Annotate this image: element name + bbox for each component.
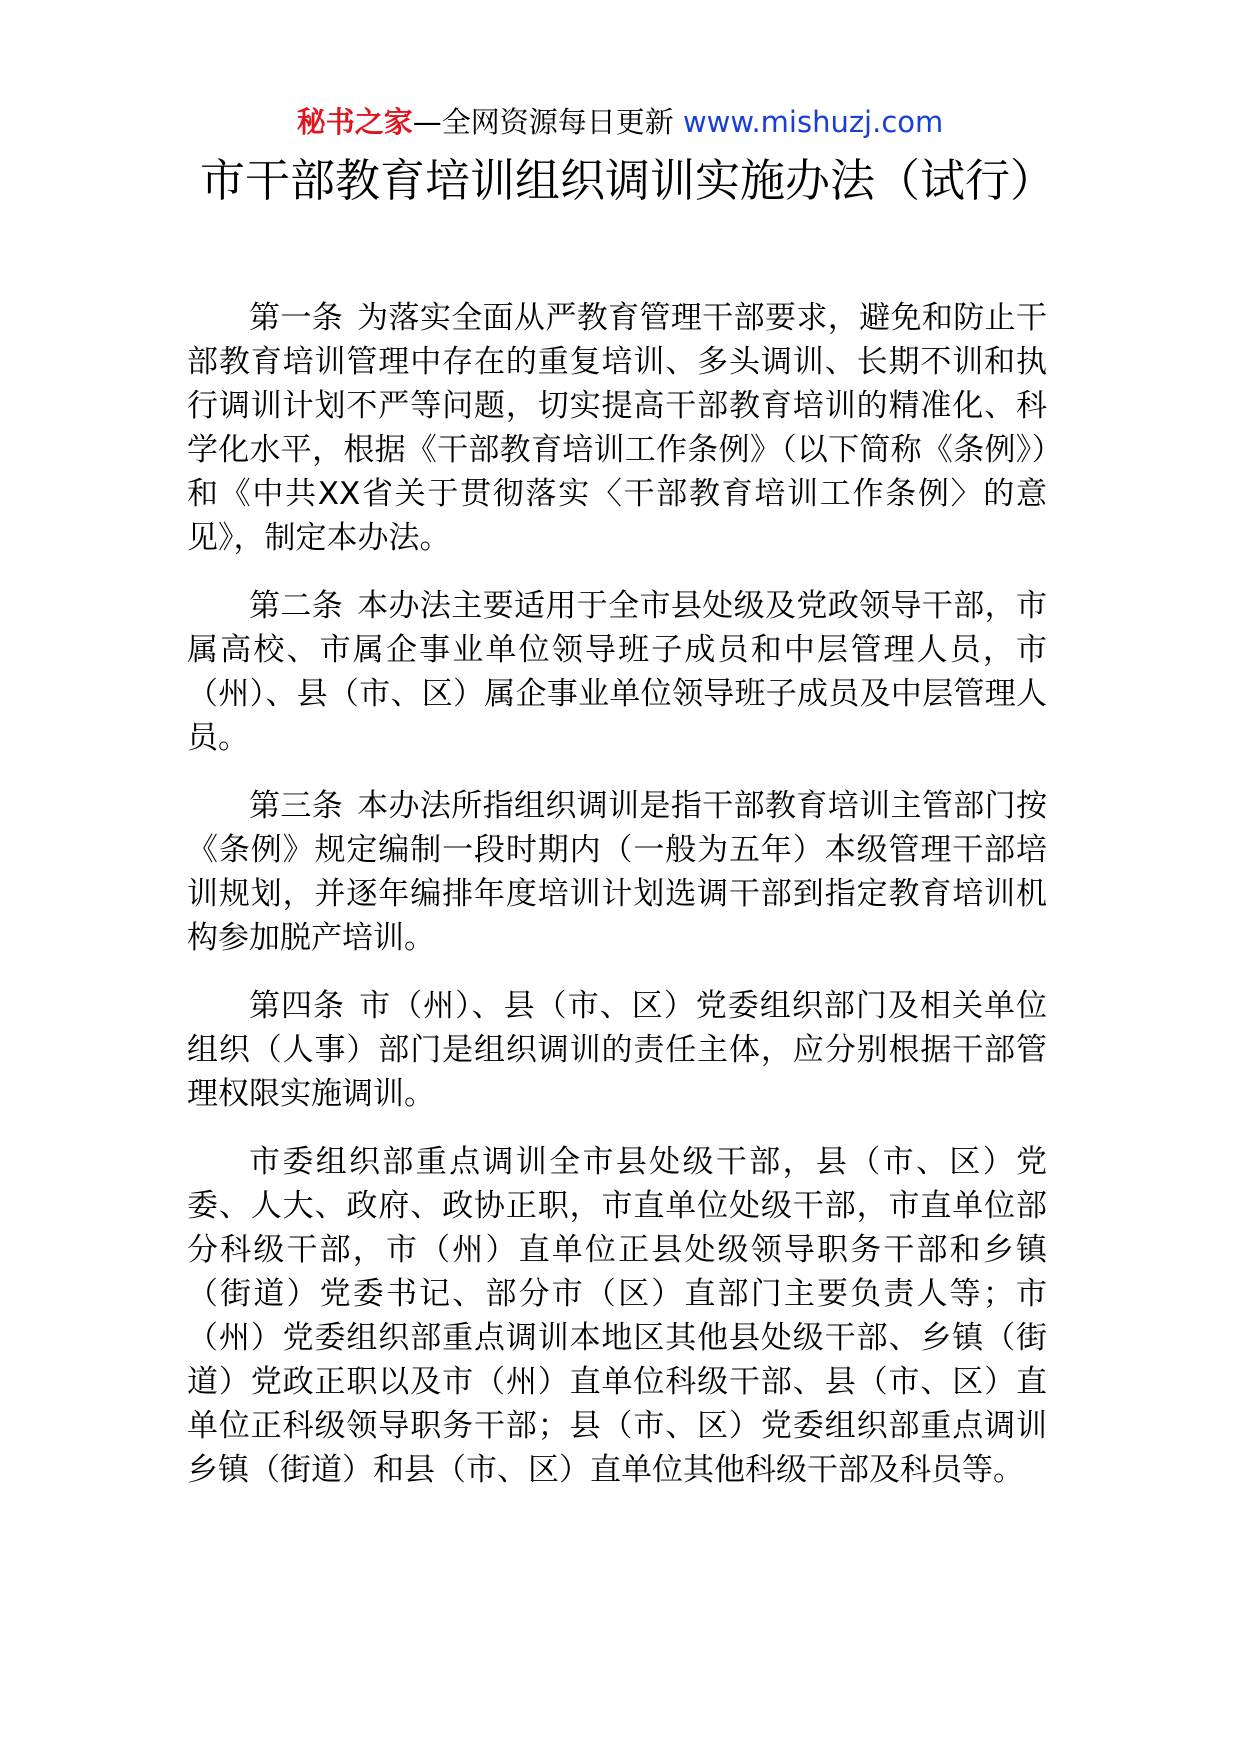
- article-3-number: 第三条: [249, 788, 344, 824]
- article-4: [187, 984, 1047, 1116]
- header-slogan: —全网资源每日更新: [412, 105, 674, 139]
- article-4-continuation: [187, 1140, 1047, 1492]
- article-1-number: 第一条: [249, 300, 344, 336]
- article-1-text: 为落实全面从严教育管理干部要求，避免和防止干部教育培训管理中存在的重复培训、多头调训、长期不训和执行调训计划不严等问题，切实提高干部教育培训的精准化、科学化水平，根据《干部教育培训工作条例》（以下简称《条例》）和《中共XX省关于贯彻落实〈干部教育培训工作条例〉的意见》，制定本办法。: [187, 300, 1047, 556]
- article-4-number: 第四条: [249, 988, 346, 1024]
- article-4-continuation-text: 市委组织部重点调训全市县处级干部，县（市、区）党委、人大、政府、政协正职，市直单位处级干部，市直单位部分科级干部，市（州）直单位正县处级领导职务干部和乡镇（街道）党委书记、部分市（区）直部门主要负责人等；市（州）党委组织部重点调训本地区其他县处级干部、乡镇（街道）党政正职以及市（州）直单位科级干部、县（市、区）直单位正科级领导职务干部；县（市、区）党委组织部重点调训乡镇（街道）和县（市、区）直单位其他科级干部及科员等。: [187, 1144, 1047, 1488]
- article-2-text: 本办法主要适用于全市县处级及党政领导干部，市属高校、市属企事业单位领导班子成员和中层管理人员，市（州）、县（市、区）属企事业单位领导班子成员及中层管理人员。: [187, 588, 1047, 756]
- article-3: [187, 784, 1047, 960]
- article-1: [187, 296, 1047, 560]
- article-4-text: 市（州）、县（市、区）党委组织部门及相关单位组织（人事）部门是组织调训的责任主体，应分别根据干部管理权限实施调训。: [187, 988, 1047, 1112]
- article-3-text: 本办法所指组织调训是指干部教育培训主管部门按《条例》规定编制一段时期内（一般为五年）本级管理干部培训规划，并逐年编排年度培训计划选调干部到指定教育培训机构参加脱产培训。: [187, 788, 1047, 956]
- site-header: [0, 100, 1240, 144]
- brand-name: 秘书之家: [296, 105, 413, 139]
- article-2: [187, 584, 1047, 760]
- document-body: [187, 296, 1047, 1516]
- document-title: 市干部教育培训组织调训实施办法（试行）: [200, 154, 1056, 207]
- article-2-number: 第二条: [249, 588, 344, 624]
- site-url-link[interactable]: www.mishuzj.com: [682, 105, 944, 139]
